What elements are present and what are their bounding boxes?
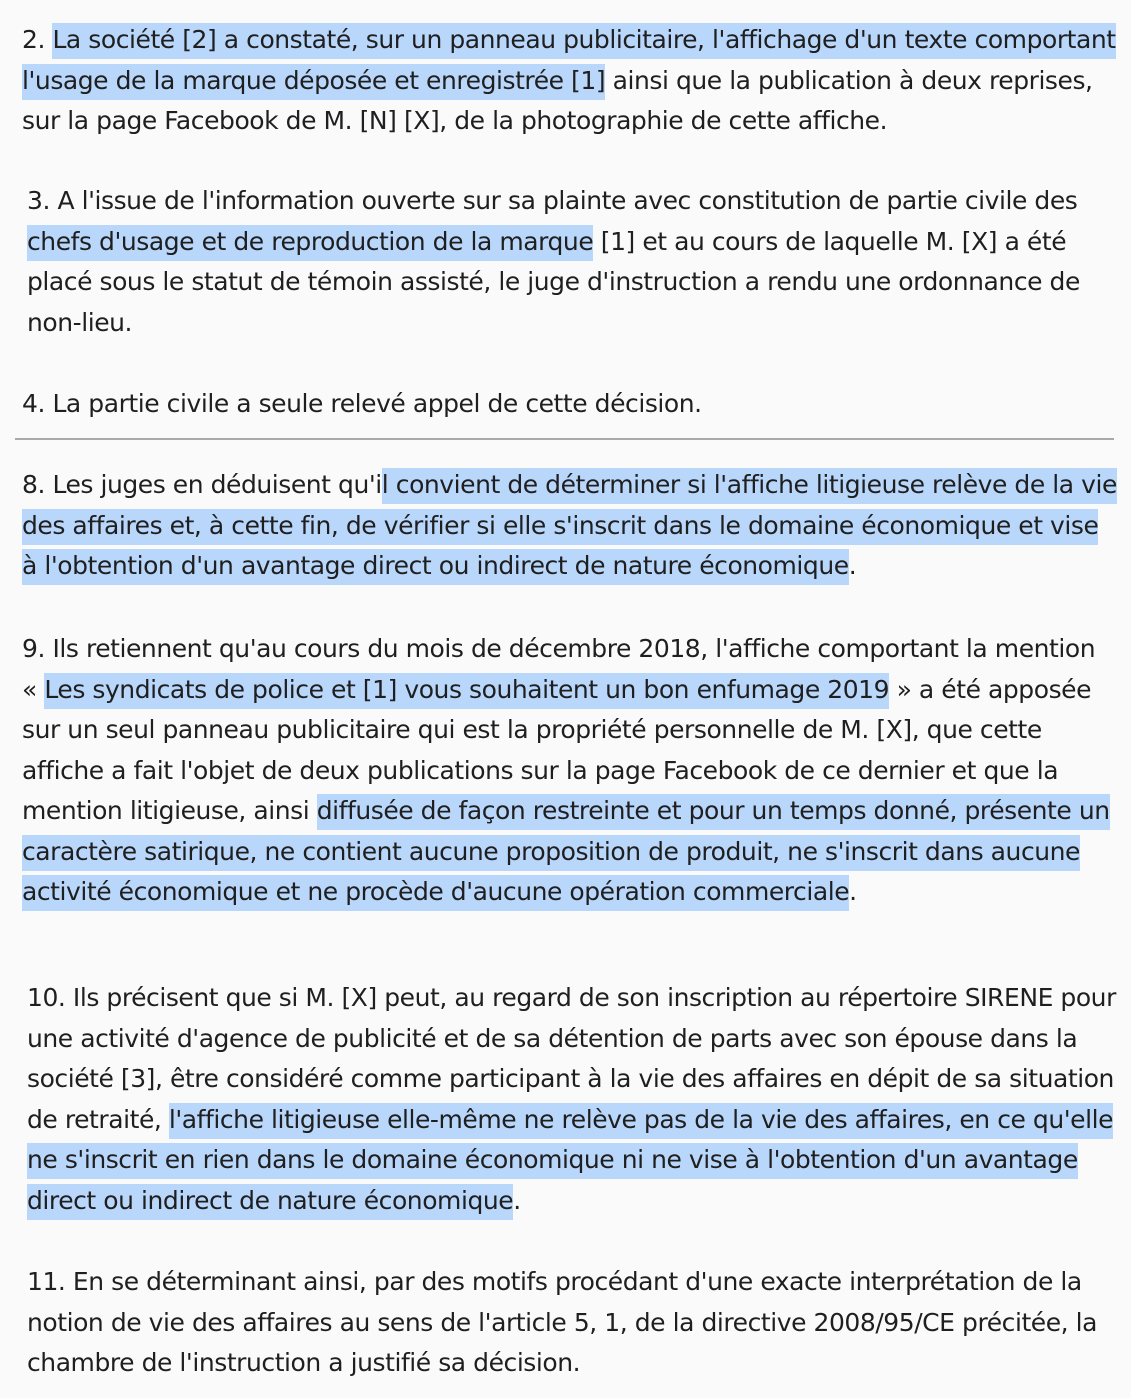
section-divider <box>15 438 1114 440</box>
text-segment[interactable]: 4. La partie civile a seule relevé appel de cette décision. <box>22 389 702 418</box>
text-segment[interactable]: 2. <box>22 25 53 54</box>
paragraph-3[interactable] <box>27 181 1117 343</box>
paragraph-10[interactable] <box>27 978 1117 1221</box>
paragraph-4[interactable] <box>22 384 1117 425</box>
highlighted-text-segment[interactable]: diffusée de façon restreinte et pour un temps donné, présente un caractère satirique, ne contient aucune proposition de produit, ne s'inscrit dans aucune activité économique et ne procède d'aucune opération commerciale <box>22 794 1110 911</box>
paragraph-8[interactable] <box>22 465 1117 587</box>
text-segment[interactable]: ainsi que la publication à deux reprises, sur la page Facebook de M. [N] [X], de la photographie de cette affiche. <box>22 65 1093 135</box>
paragraph-11[interactable] <box>27 1262 1117 1384</box>
text-segment[interactable]: . <box>848 551 857 580</box>
text-segment[interactable]: . <box>513 1185 521 1215</box>
text-segment[interactable]: 10. Ils précisent que si M. [X] peut, au regard de son inscription au répertoire SIRENE pour une activité d'agence de publicité et de sa détention de parts avec son épouse dans la société [3], être considéré comme participant à la vie des affaires en dépit de sa situation de retraité, <box>27 983 1116 1134</box>
text-segment[interactable]: » a été apposée sur un seul panneau publicitaire qui est la propriété personnelle de M. [X], que cette affiche a fait l'objet de deux publications sur la page Facebook de ce dernier et que la mention litigieuse, ainsi <box>22 674 1092 825</box>
paragraph-2[interactable] <box>22 20 1117 142</box>
highlighted-text-segment[interactable]: chefs d'usage et de reproduction de la marque <box>27 225 593 261</box>
highlighted-text-segment[interactable]: La société [2] a constaté, sur un panneau publicitaire, l'affichage d'un texte comportant l'usage de la marque déposée et enregistrée [1] <box>22 23 1116 100</box>
text-segment[interactable]: 11. En se déterminant ainsi, par des motifs procédant d'une exacte interprétation de la notion de vie des affaires au sens de l'article 5, 1, de la directive 2008/95/CE précitée, la chambre de l'instruction a justifié sa décision. <box>27 1267 1098 1377</box>
text-segment[interactable]: 3. A l'issue de l'information ouverte sur sa plainte avec constitution de partie civile des <box>27 186 1078 215</box>
highlighted-text-segment[interactable]: Les syndicats de police et [1] vous souhaitent un bon enfumage 2019 <box>44 673 889 709</box>
text-segment[interactable]: 9. Ils retiennent qu'au cours du mois de décembre 2018, l'affiche comportant la mention « <box>22 634 1096 704</box>
highlighted-text-segment[interactable]: l convient de déterminer si l'affiche litigieuse relève de la vie des affaires et, à cette fin, de vérifier si elle s'inscrit dans le domaine économique et vise à l'obtention d'un avantage direct ou indirect de nature économique <box>22 468 1117 585</box>
text-segment[interactable]: . <box>849 877 857 906</box>
text-segment[interactable]: [1] et au cours de laquelle M. [X] a été placé sous le statut de témoin assisté, le juge d'instruction a rendu une ordonnance de non-lieu. <box>27 226 1080 337</box>
text-segment[interactable]: 8. Les juges en déduisent qu'i <box>22 470 382 499</box>
paragraph-9[interactable] <box>22 629 1117 913</box>
highlighted-text-segment[interactable]: l'affiche litigieuse elle-même ne relève pas de la vie des affaires, en ce qu'elle ne s'inscrit en rien dans le domaine économique ni ne vise à l'obtention d'un avantage direct ou indirect de nature économique <box>27 1103 1113 1220</box>
